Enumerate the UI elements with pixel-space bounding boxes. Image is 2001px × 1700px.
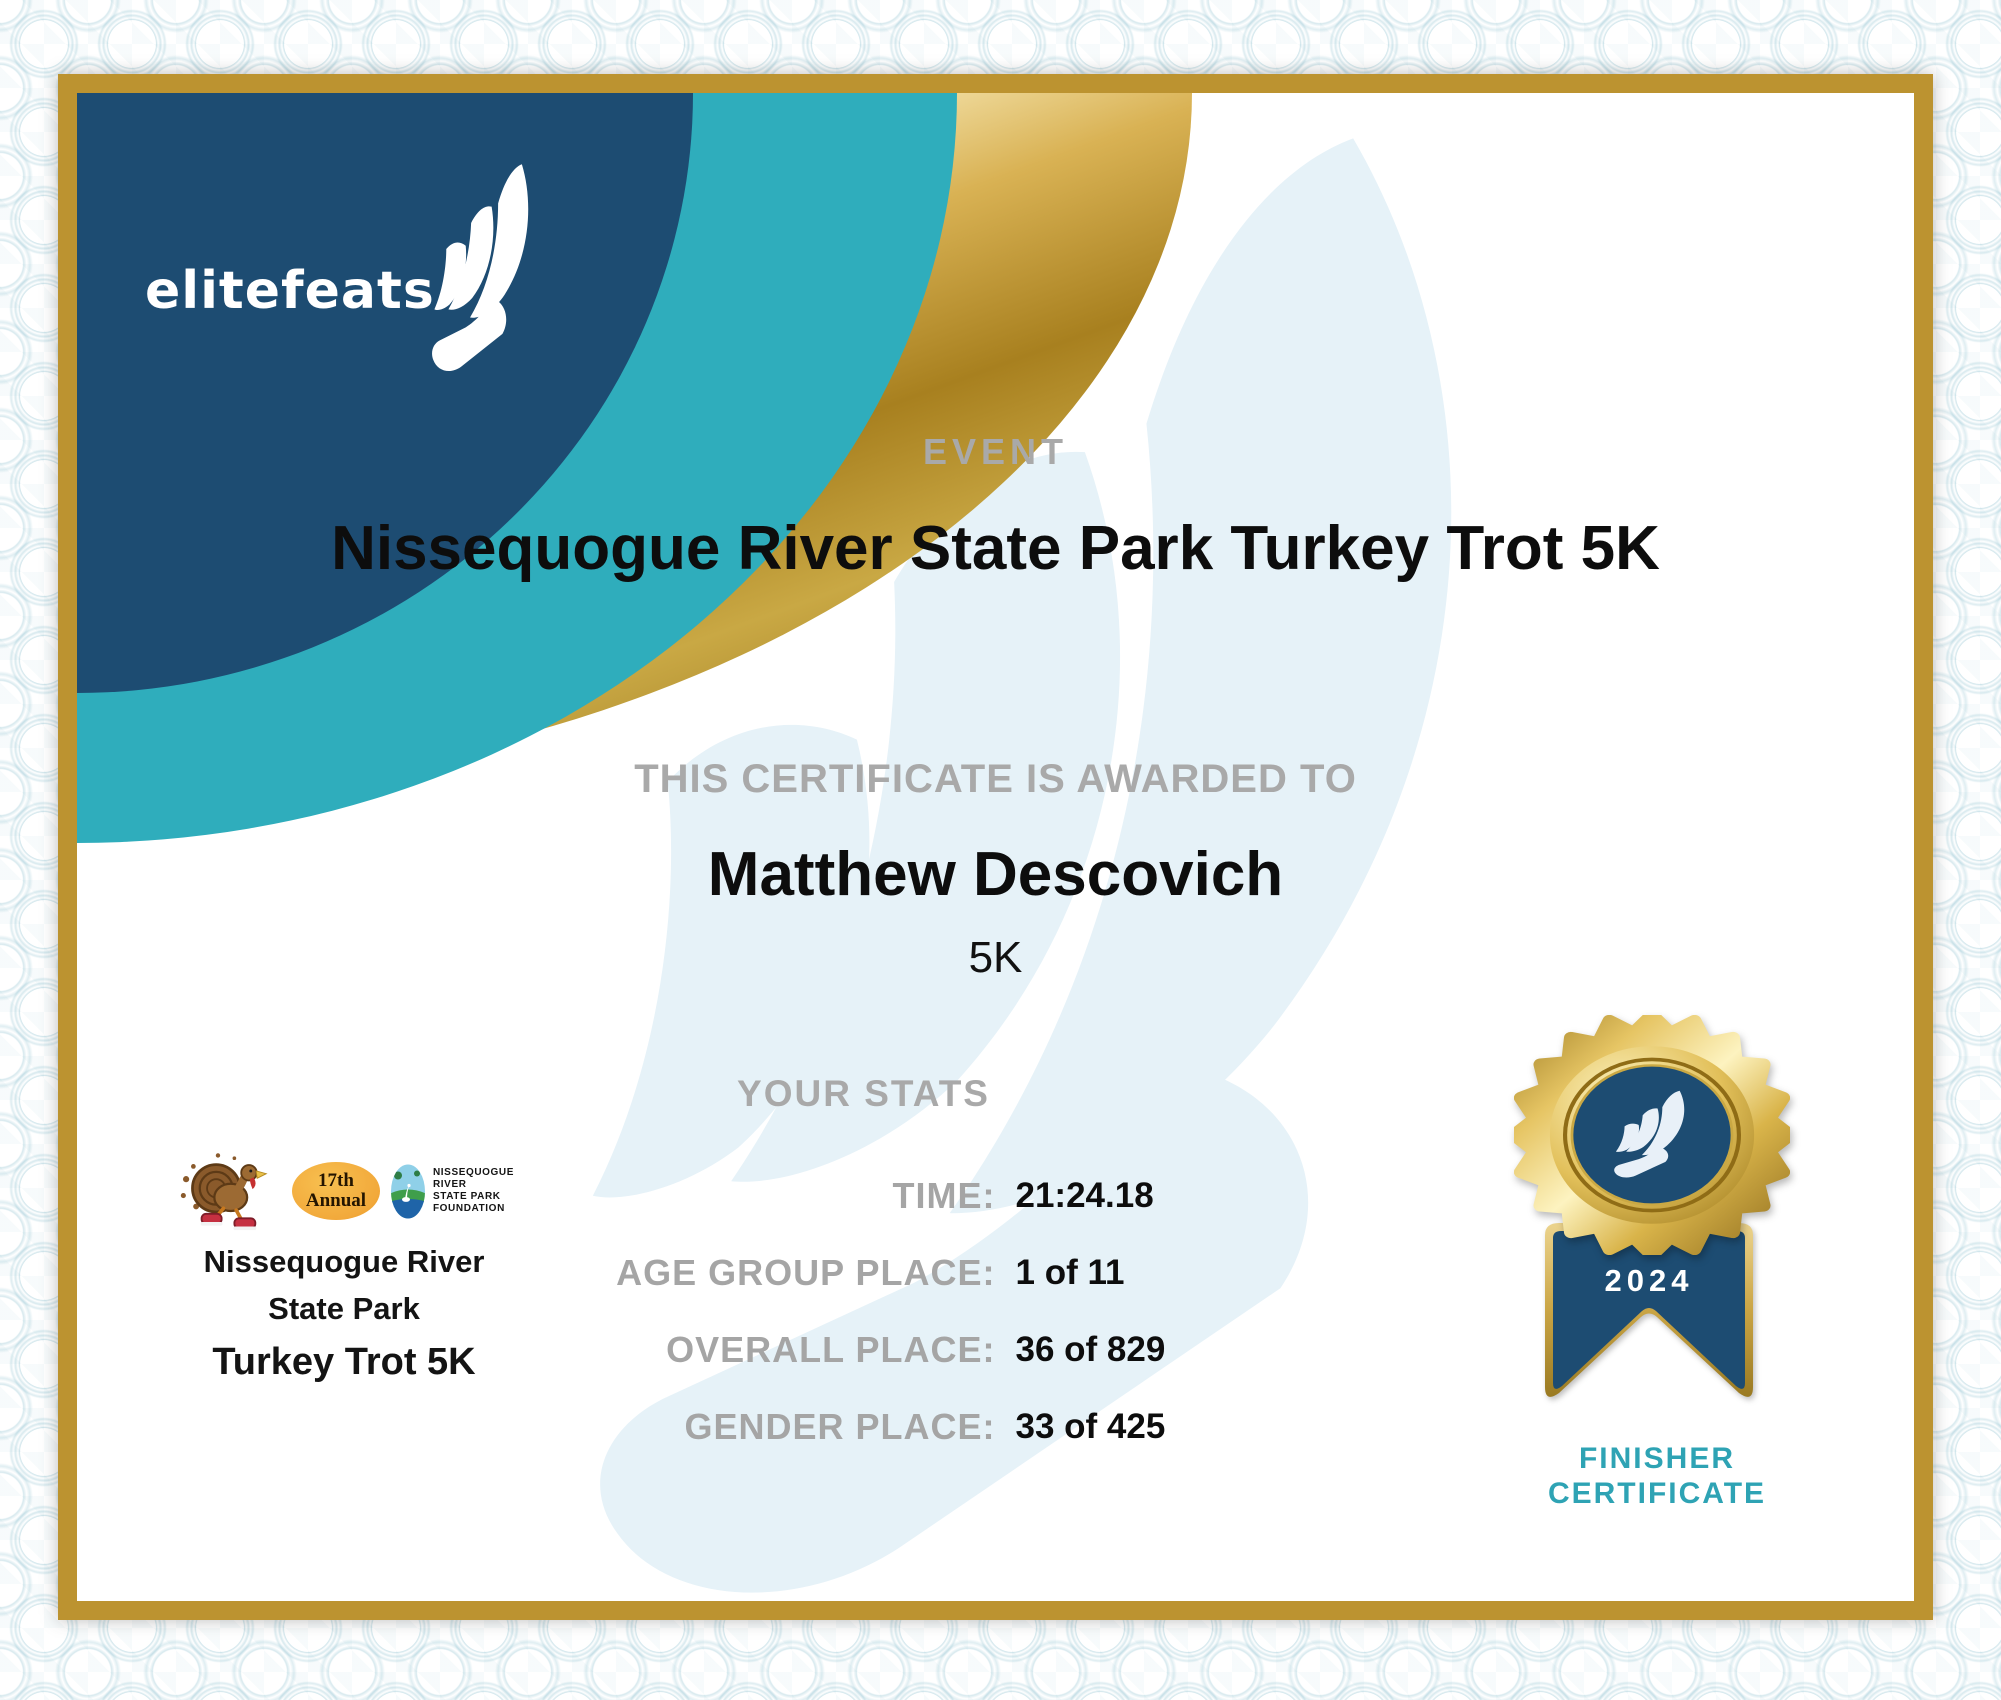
- medal-caption-line2: CERTIFICATE: [1547, 1477, 1767, 1510]
- foundation-logo-icon: [390, 1163, 426, 1220]
- finisher-medal: [1497, 993, 1817, 1573]
- stat-value: 21:24.18: [1015, 1175, 1154, 1215]
- annual-badge: [292, 1162, 380, 1220]
- medal-caption-line1: FINISHER: [1578, 1442, 1735, 1475]
- winged-foot-icon: [429, 161, 537, 373]
- event-label: EVENT: [922, 431, 1069, 472]
- foundation-line: NISSEQUOGUE: [432, 1167, 515, 1178]
- medal-year: 2024: [1604, 1263, 1694, 1298]
- foundation-line: RIVER: [432, 1179, 467, 1190]
- event-logo-name-line1: Nissequogue River: [203, 1244, 485, 1279]
- event-logo-name-line3: Turkey Trot 5K: [212, 1341, 476, 1383]
- foundation-line: STATE PARK: [432, 1191, 501, 1202]
- event-logo: [129, 1149, 559, 1384]
- annual-badge-line1: 17th: [318, 1170, 354, 1191]
- annual-badge-line2: Annual: [305, 1190, 367, 1211]
- stat-value: 36 of 829: [1015, 1329, 1166, 1369]
- stat-value: 33 of 425: [1015, 1406, 1166, 1446]
- turkey-icon: [174, 1150, 282, 1232]
- stat-label: GENDER PLACE:: [684, 1405, 996, 1447]
- stats-title: YOUR STATS: [737, 1073, 990, 1114]
- awarded-label: THIS CERTIFICATE IS AWARDED TO: [634, 757, 1357, 801]
- stat-value: 1 of 11: [1015, 1252, 1125, 1292]
- gold-frame: [58, 74, 1933, 1620]
- stat-label: OVERALL PLACE:: [666, 1328, 996, 1370]
- event-title: Nissequogue River State Park Turkey Trot 5K: [331, 514, 1660, 583]
- event-logo-name-line2: State Park: [268, 1291, 420, 1326]
- race-distance: 5K: [968, 933, 1023, 982]
- foundation-logo: [390, 1163, 514, 1220]
- stat-label: TIME:: [892, 1174, 996, 1216]
- event-logo-icons: [129, 1149, 559, 1233]
- brand-logo-text: elitefeats: [145, 261, 435, 321]
- medal-caption: [1497, 1441, 1817, 1511]
- stat-label: AGE GROUP PLACE:: [616, 1251, 996, 1293]
- certificate-body: [77, 93, 1914, 1601]
- rosette-medal-icon: [1514, 1015, 1790, 1255]
- recipient-name: Matthew Descovich: [707, 840, 1284, 909]
- foundation-line: FOUNDATION: [432, 1203, 505, 1214]
- foundation-text: [433, 1167, 514, 1215]
